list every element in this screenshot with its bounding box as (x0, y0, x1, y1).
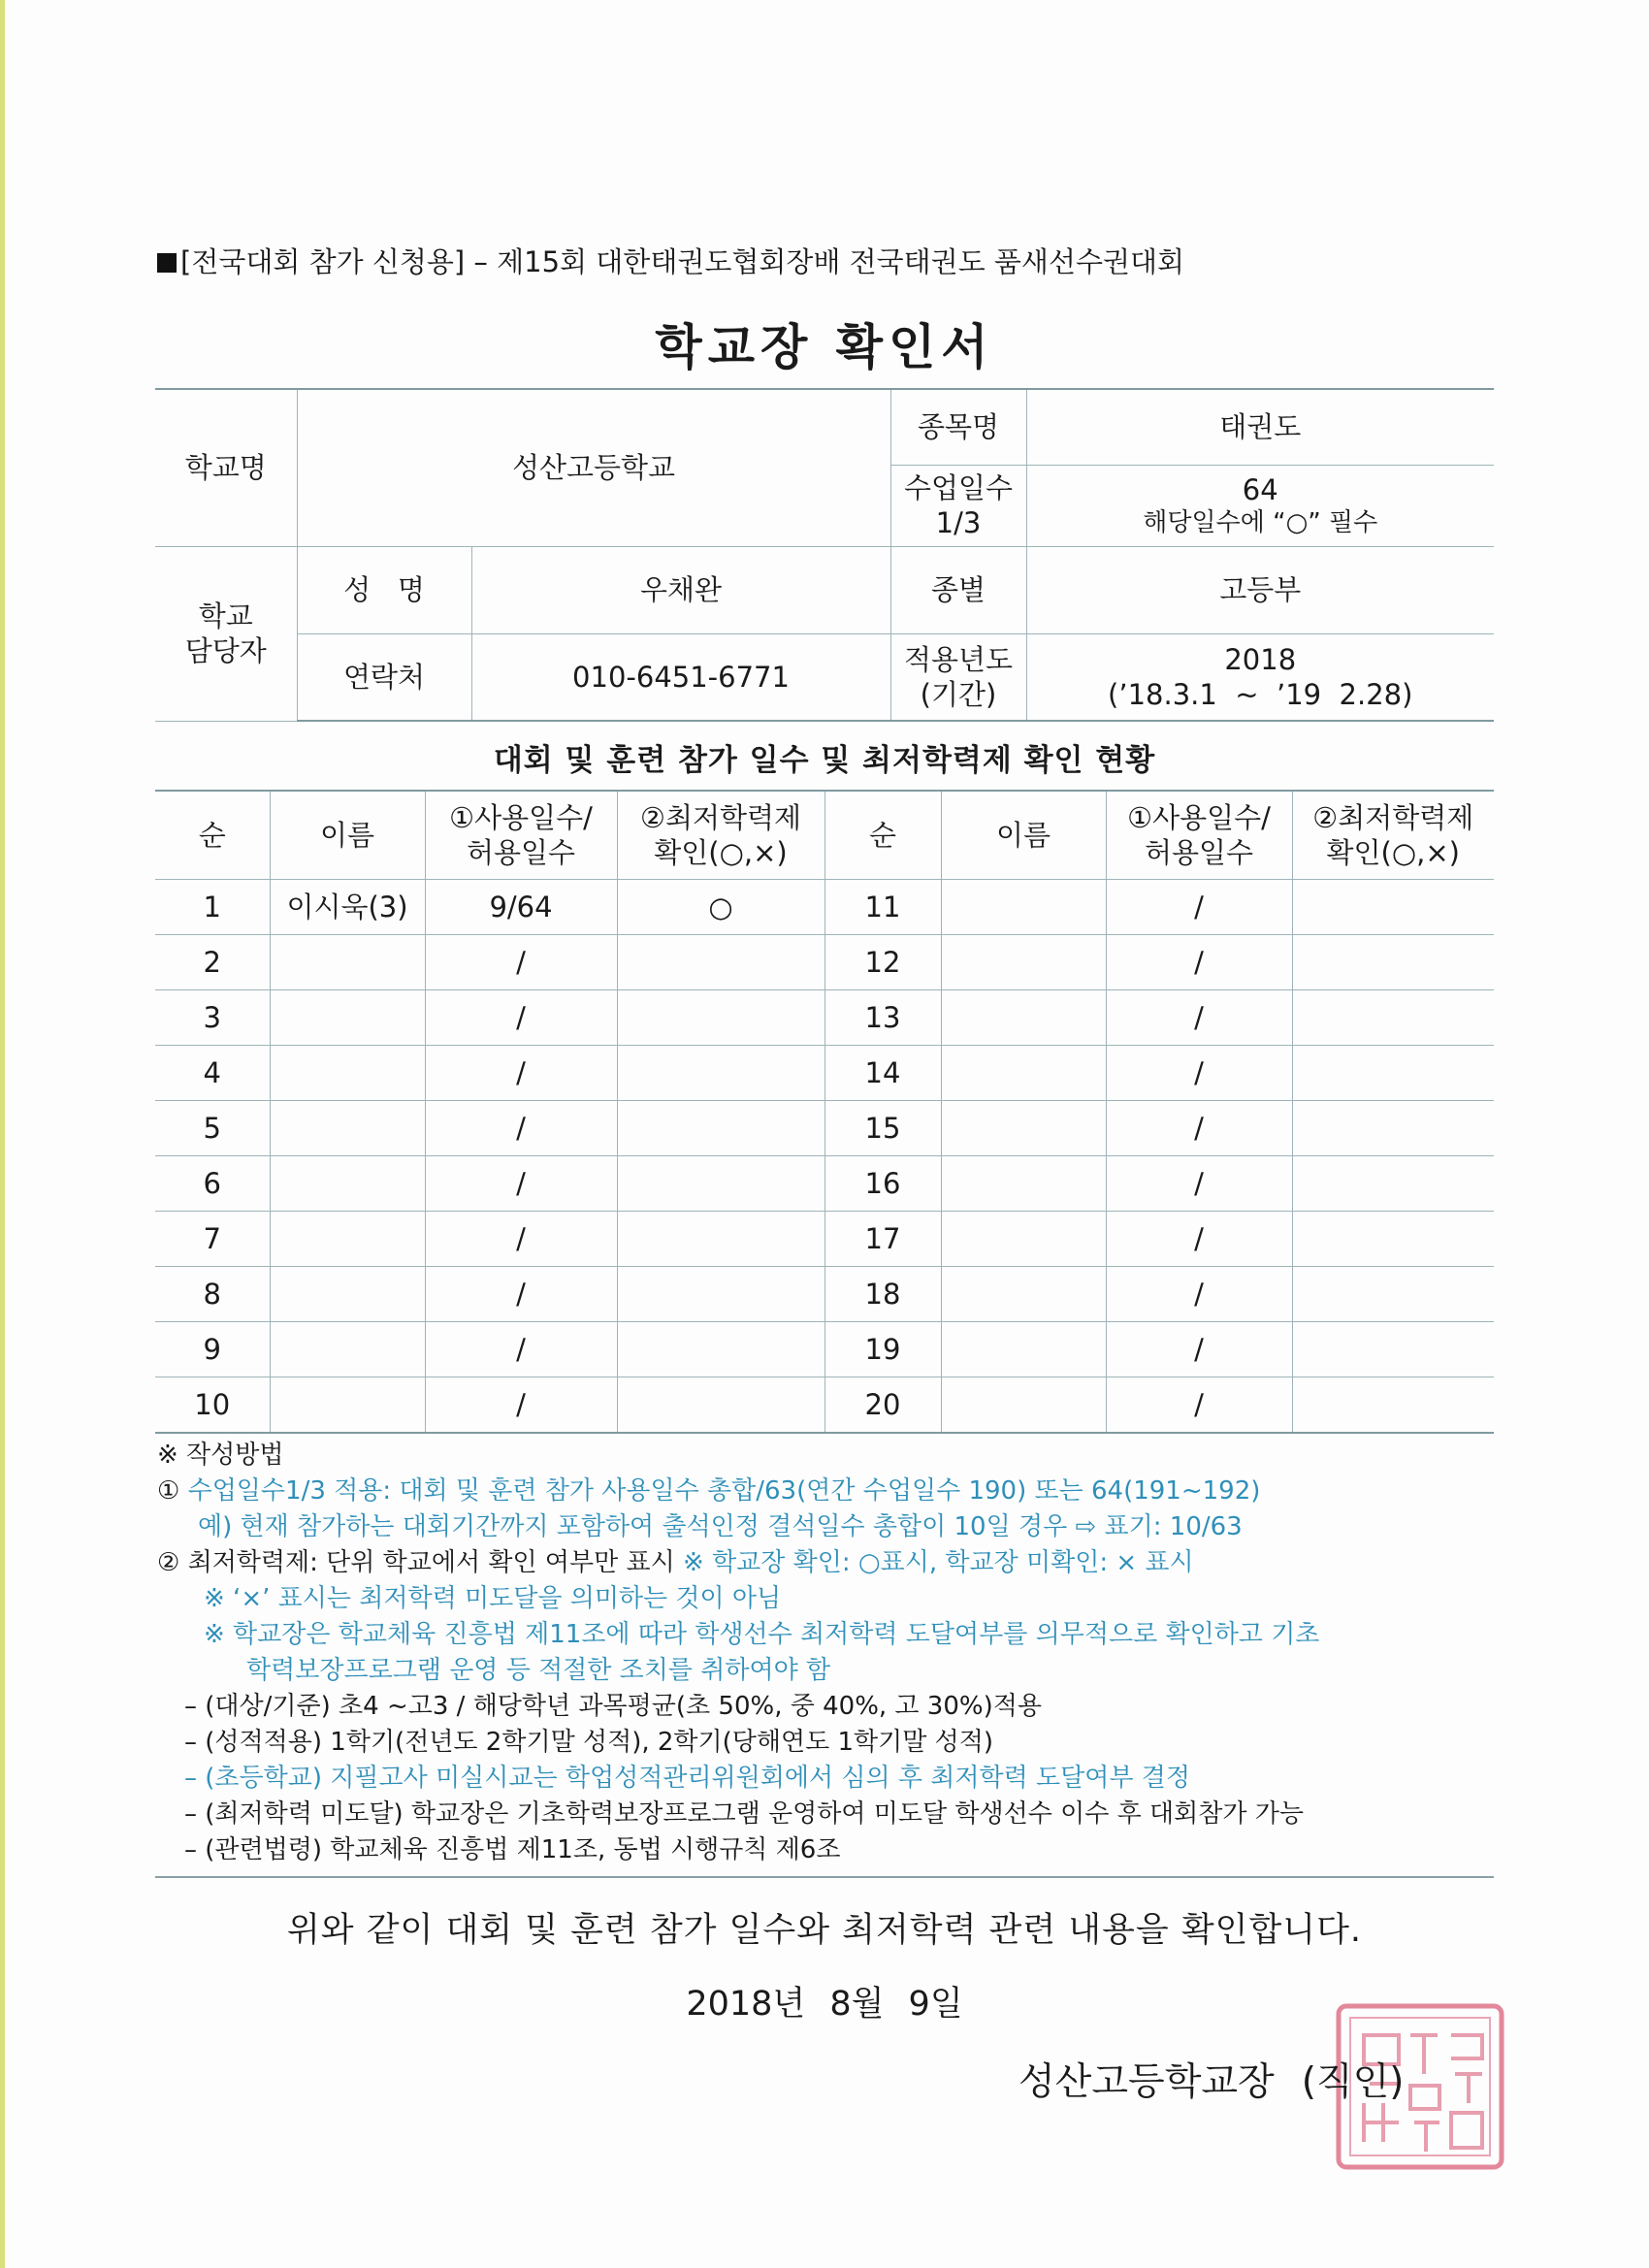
row-name (941, 1046, 1106, 1101)
row-name (270, 1046, 425, 1101)
row-days: / (1106, 990, 1292, 1046)
year-label-line1: 적용년도 (903, 642, 1014, 676)
table-row (155, 1322, 1494, 1377)
header-check (1292, 791, 1494, 880)
instruction-2-note-1: ※ ‘×’ 표시는 최저학력 미도달을 의미하는 것이 아님 (204, 1584, 782, 1613)
row-days: / (1106, 1101, 1292, 1156)
row-no: 9 (155, 1322, 270, 1377)
row-no: 2 (155, 935, 270, 990)
row-check (617, 1377, 824, 1434)
header-no: 순 (824, 791, 941, 880)
header-check-line1: ②최저학력제 (639, 800, 802, 834)
row-name (270, 1101, 425, 1156)
row-check (617, 1267, 824, 1322)
document-header (157, 241, 1184, 280)
row-name (941, 1322, 1106, 1377)
row-days: / (425, 1322, 617, 1377)
header-name: 이름 (941, 791, 1106, 880)
table-row (155, 1212, 1494, 1267)
row-days: / (425, 1212, 617, 1267)
header-days-line1: ①사용일수/ (449, 800, 593, 834)
row-days: / (1106, 1322, 1292, 1377)
principal-name: 성산고등학교장 (1018, 2060, 1275, 2104)
school-name-value: 성산고등학교 (297, 389, 890, 546)
row-name (270, 1267, 425, 1322)
row-check (1292, 1212, 1494, 1267)
header-dash: – (473, 245, 488, 278)
table-row (155, 935, 1494, 990)
class-days-label (890, 465, 1026, 546)
header-days-line2: 허용일수 (466, 836, 576, 869)
table-row (155, 1267, 1494, 1322)
row-check (617, 1322, 824, 1377)
header-name: 이름 (270, 791, 425, 880)
row-check (1292, 990, 1494, 1046)
contact-group-label (155, 546, 297, 721)
row-check (617, 1046, 824, 1101)
row-name (270, 1156, 425, 1212)
detail-elementary: – (초등학교) 지필고사 미실시교는 학업성적관리위원회에서 심의 후 최저학력 도달여부 결정 (184, 1764, 1190, 1793)
row-no: 3 (155, 990, 270, 1046)
contact-name-label: 성 명 (297, 546, 471, 633)
row-check (1292, 1322, 1494, 1377)
year-label (890, 633, 1026, 721)
row-name (941, 1377, 1106, 1434)
row-days: / (425, 1046, 617, 1101)
participation-table-title: 대회 및 훈련 참가 일수 및 최저학력제 확인 현황 (493, 743, 1156, 778)
row-check (1292, 880, 1494, 935)
class-days-value (1026, 465, 1494, 546)
table-row (155, 1046, 1494, 1101)
instruction-2-mark: ② (157, 1548, 180, 1577)
divider (155, 1876, 1494, 1878)
row-check (617, 935, 824, 990)
year-number: 2018 (1224, 642, 1297, 676)
row-no: 14 (824, 1046, 941, 1101)
school-info-table (155, 388, 1494, 722)
table-row (155, 880, 1494, 935)
row-no: 8 (155, 1267, 270, 1322)
instruction-1-mark: ① (157, 1476, 180, 1506)
row-days: / (1106, 1046, 1292, 1101)
class-days-label-line1: 수업일수 (903, 470, 1014, 504)
row-check (617, 1212, 824, 1267)
division-label: 종별 (890, 546, 1026, 633)
instruction-2 (157, 1545, 1496, 1581)
row-name (941, 1156, 1106, 1212)
seal-label: (직인) (1301, 2060, 1405, 2104)
row-check (1292, 1046, 1494, 1101)
detail-grades: – (성적적용) 1학기(전년도 2학기말 성적), 2학기(당해연도 1학기말 성적) (184, 1728, 994, 1757)
class-days-note: 해당일수에 “○” 필수 (1143, 507, 1378, 537)
row-check (1292, 1156, 1494, 1212)
row-no: 17 (824, 1212, 941, 1267)
division-value: 고등부 (1026, 546, 1494, 633)
row-no: 18 (824, 1267, 941, 1322)
year-label-line2: (기간) (920, 677, 997, 711)
row-no: 20 (824, 1377, 941, 1434)
row-name (941, 1267, 1106, 1322)
page-title: 학교장 확인서 (655, 319, 994, 375)
row-days: / (1106, 1212, 1292, 1267)
instruction-2-text: 최저학력제: 단위 학교에서 확인 여부만 표시 (179, 1548, 684, 1577)
table-row (155, 1377, 1494, 1434)
row-days: 9/64 (425, 880, 617, 935)
table-row (155, 1156, 1494, 1212)
row-days: / (425, 1101, 617, 1156)
row-no: 19 (824, 1322, 941, 1377)
signature (1018, 2052, 1405, 2106)
row-name (941, 990, 1106, 1046)
row-name (941, 935, 1106, 990)
instruction-1 (157, 1474, 1496, 1509)
detail-law: – (관련법령) 학교체육 진흥법 제11조, 동법 시행규칙 제6조 (184, 1835, 841, 1864)
instruction-2-note-2-cont: 학력보장프로그램 운영 등 적절한 조치를 취하여야 함 (246, 1656, 831, 1685)
row-check (617, 1101, 824, 1156)
row-no: 15 (824, 1101, 941, 1156)
detail-target: – (대상/기준) 초4 ~고3 / 해당학년 과목평균(초 50%, 중 40%, 고 30%)적용 (184, 1692, 1042, 1721)
header-event: 제15회 대한태권도협회장배 전국태권도 품새선수권대회 (497, 245, 1185, 278)
square-bullet-icon (157, 253, 177, 273)
row-name (270, 990, 425, 1046)
row-name (270, 935, 425, 990)
row-no: 1 (155, 880, 270, 935)
row-name (941, 1101, 1106, 1156)
row-days: / (425, 1267, 617, 1322)
row-name: 이시욱(3) (270, 880, 425, 935)
row-no: 13 (824, 990, 941, 1046)
header-check-line2: 확인(○,×) (654, 836, 788, 869)
header-no: 순 (155, 791, 270, 880)
header-days-line2: 허용일수 (1144, 836, 1254, 869)
instruction-1-text: 수업일수1/3 적용: 대회 및 훈련 참가 사용일수 총합/63(연간 수업일수 190) 또는 64(191~192) (179, 1476, 1261, 1506)
class-days-number: 64 (1242, 472, 1278, 506)
table-row (155, 1101, 1494, 1156)
instruction-2-highlight: ※ 학교장 확인: ○표시, 학교장 미확인: × 표시 (683, 1548, 1194, 1577)
row-no: 5 (155, 1101, 270, 1156)
class-days-label-line2: 1/3 (935, 506, 982, 539)
instructions-heading: ※ 작성방법 (157, 1441, 284, 1470)
header-check-line2: 확인(○,×) (1326, 836, 1460, 869)
row-no: 7 (155, 1212, 270, 1267)
row-no: 4 (155, 1046, 270, 1101)
row-days: / (1106, 1377, 1292, 1434)
table-row (155, 990, 1494, 1046)
header-label: [전국대회 참가 신청용] (180, 245, 466, 278)
sport-label: 종목명 (890, 389, 1026, 465)
instruction-2-note-2: ※ 학교장은 학교체육 진흥법 제11조에 따라 학생선수 최저학력 도달여부를 의무적으로 확인하고 기초 (204, 1620, 1320, 1649)
contact-group-label-line1: 학교 (198, 599, 253, 632)
row-days: / (425, 990, 617, 1046)
row-days: / (425, 935, 617, 990)
row-check (1292, 1267, 1494, 1322)
row-no: 6 (155, 1156, 270, 1212)
row-days: / (1106, 880, 1292, 935)
table-header-row (155, 791, 1494, 880)
sport-value: 태권도 (1026, 389, 1494, 465)
row-name (270, 1377, 425, 1434)
header-check-line1: ②최저학력제 (1312, 800, 1474, 834)
row-days: / (425, 1377, 617, 1434)
row-check (617, 990, 824, 1046)
row-days: / (425, 1156, 617, 1212)
instructions (157, 1438, 1496, 1868)
row-name (270, 1212, 425, 1267)
detail-below-minimum: – (최저학력 미도달) 학교장은 기초학력보장프로그램 운영하여 미도달 학생선수 이수 후 대회참가 가능 (184, 1799, 1304, 1829)
row-name (270, 1322, 425, 1377)
contact-phone-value: 010-6451-6771 (471, 633, 890, 721)
header-days-line1: ①사용일수/ (1127, 800, 1271, 834)
row-days: / (1106, 935, 1292, 990)
row-check: ○ (617, 880, 824, 935)
row-name (941, 880, 1106, 935)
row-check (617, 1156, 824, 1212)
row-no: 10 (155, 1377, 270, 1434)
school-name-label: 학교명 (155, 389, 297, 546)
row-no: 11 (824, 880, 941, 935)
row-no: 16 (824, 1156, 941, 1212)
participation-table (155, 790, 1494, 1434)
contact-name-value: 우채완 (471, 546, 890, 633)
row-days: / (1106, 1267, 1292, 1322)
row-check (1292, 1377, 1494, 1434)
instruction-1-example: 예) 현재 참가하는 대회기간까지 포함하여 출석인정 결석일수 총합이 10일 경우 ⇨ 표기: 10/63 (198, 1512, 1243, 1541)
issue-date: 2018년 8월 9일 (686, 1985, 963, 2024)
confirmation-statement: 위와 같이 대회 및 훈련 참가 일수와 최저학력 관련 내용을 확인합니다. (286, 1911, 1363, 1950)
row-check (1292, 935, 1494, 990)
header-check (617, 791, 824, 880)
contact-phone-label: 연락처 (297, 633, 471, 721)
row-no: 12 (824, 935, 941, 990)
year-value (1026, 633, 1494, 721)
header-days (1106, 791, 1292, 880)
header-days (425, 791, 617, 880)
row-check (1292, 1101, 1494, 1156)
contact-group-label-line2: 담당자 (184, 634, 267, 667)
row-name (941, 1212, 1106, 1267)
row-days: / (1106, 1156, 1292, 1212)
year-period: (’18.3.1 ~ ’19 2.28) (1108, 677, 1413, 711)
